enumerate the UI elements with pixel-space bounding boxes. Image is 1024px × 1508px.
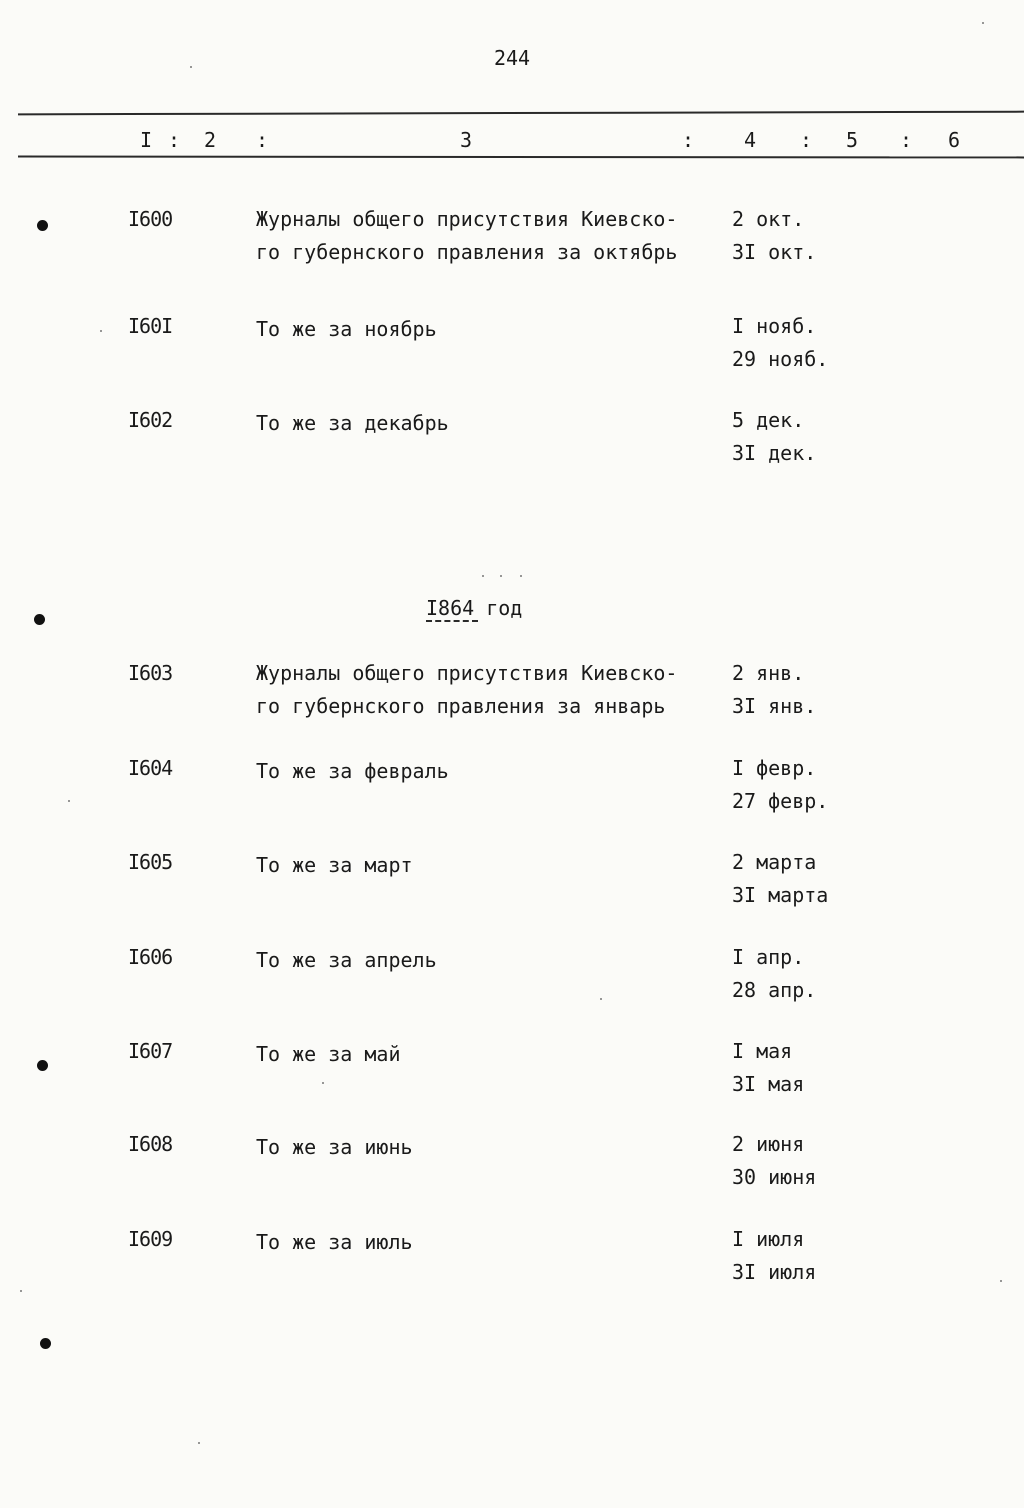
table-top-rule	[18, 111, 1024, 116]
end-date: 3I дек.	[732, 441, 817, 465]
end-date: 3I мая	[732, 1072, 805, 1096]
end-date: 30 июня	[732, 1165, 817, 1189]
section-heading-text: I864 год	[426, 596, 523, 620]
column-separator: :	[682, 128, 695, 152]
end-date: 3I окт.	[732, 240, 817, 264]
heading-underline	[426, 620, 478, 622]
scan-speck	[600, 998, 602, 1000]
date-range	[732, 1128, 872, 1194]
file-number: I600	[128, 207, 173, 231]
column-separator: :	[800, 128, 813, 152]
start-date: I нояб.	[732, 314, 817, 338]
binder-hole	[37, 1060, 48, 1071]
column-header-1: I	[140, 128, 153, 152]
end-date: 3I янв.	[732, 694, 817, 718]
scan-speck	[198, 1442, 200, 1444]
start-date: 5 дек.	[732, 408, 805, 432]
date-range	[732, 941, 872, 1007]
start-date: 2 янв.	[732, 661, 805, 685]
column-separator: :	[168, 128, 181, 152]
date-range	[732, 657, 872, 723]
binder-hole	[34, 614, 45, 625]
file-description: То же за февраль	[256, 759, 449, 783]
start-date: I февр.	[732, 756, 817, 780]
scan-speck	[500, 575, 502, 577]
file-description: То же за апрель	[256, 948, 437, 972]
scan-speck	[982, 22, 984, 24]
end-date: 3I марта	[732, 883, 829, 907]
scan-speck	[190, 66, 192, 68]
start-date: 2 июня	[732, 1132, 805, 1156]
column-header-4: 4	[744, 128, 757, 152]
file-description: То же за декабрь	[256, 411, 449, 435]
start-date: I апр.	[732, 945, 805, 969]
file-number: I602	[128, 408, 173, 432]
file-description: То же за май	[256, 1042, 401, 1066]
scan-speck	[1000, 1280, 1002, 1282]
file-number: I60I	[128, 314, 173, 338]
table-column-header	[0, 128, 1024, 152]
file-description: То же за июль	[256, 1230, 413, 1254]
file-number: I606	[128, 945, 173, 969]
start-date: 2 окт.	[732, 207, 805, 231]
end-date: 3I июля	[732, 1260, 817, 1284]
column-header-5: 5	[846, 128, 859, 152]
file-number: I608	[128, 1132, 173, 1156]
file-number: I604	[128, 756, 173, 780]
binder-hole	[37, 220, 48, 231]
file-description: То же за март	[256, 853, 413, 877]
binder-hole	[40, 1338, 51, 1349]
column-header-2: 2	[204, 128, 217, 152]
start-date: I мая	[732, 1039, 793, 1063]
file-number: I609	[128, 1227, 173, 1251]
page-number: 244	[493, 46, 531, 70]
date-range	[732, 203, 872, 269]
column-separator: :	[256, 128, 269, 152]
column-separator: :	[900, 128, 913, 152]
date-range	[732, 310, 872, 376]
scan-speck	[20, 1290, 22, 1292]
file-description: Журналы общего присутствия Киевско- го губернского правления за октябрь	[256, 207, 678, 264]
date-range	[732, 752, 872, 818]
file-description: Журналы общего присутствия Киевско- го губернского правления за январь	[256, 661, 678, 718]
scan-speck	[100, 330, 102, 332]
table-header-bottom-rule	[18, 156, 1024, 159]
file-description: То же за ноябрь	[256, 317, 437, 341]
scan-speck	[482, 575, 484, 577]
end-date: 28 апр.	[732, 978, 817, 1002]
scan-speck	[68, 800, 70, 802]
scan-speck	[520, 575, 522, 577]
scan-speck	[322, 1082, 324, 1084]
file-number: I605	[128, 850, 173, 874]
file-number: I607	[128, 1039, 173, 1063]
start-date: 2 марта	[732, 850, 817, 874]
file-number: I603	[128, 661, 173, 685]
date-range	[732, 1223, 872, 1289]
end-date: 29 нояб.	[732, 347, 829, 371]
column-header-3: 3	[460, 128, 473, 152]
end-date: 27 февр.	[732, 789, 829, 813]
section-heading-year	[426, 596, 522, 620]
date-range	[732, 1035, 872, 1101]
start-date: I июля	[732, 1227, 805, 1251]
file-description: То же за июнь	[256, 1135, 413, 1159]
date-range	[732, 404, 872, 470]
date-range	[732, 846, 872, 912]
column-header-6: 6	[948, 128, 961, 152]
